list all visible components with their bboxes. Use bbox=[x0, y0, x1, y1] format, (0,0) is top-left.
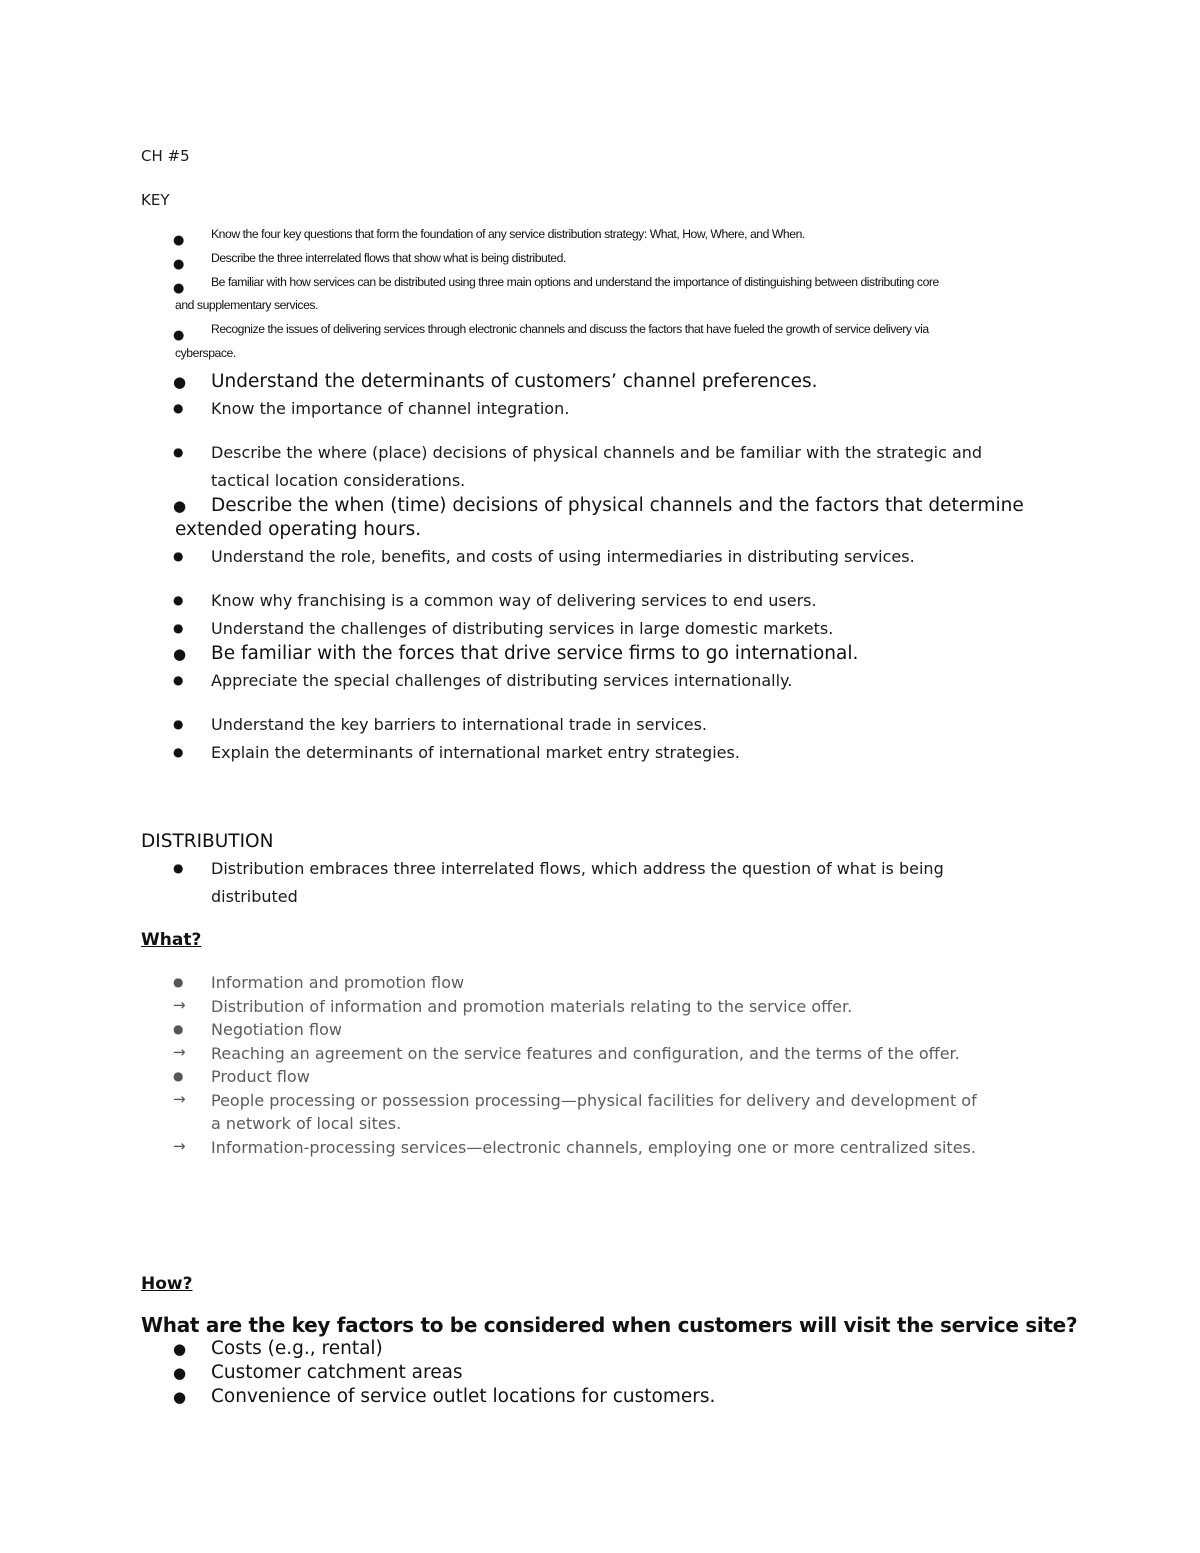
what-item-detail: People processing or possession processing—physical facilities for delivery and development of bbox=[211, 1091, 977, 1110]
what-item-detail: Distribution of information and promotion materials relating to the service offer. bbox=[211, 997, 853, 1016]
distribution-text-continued: distributed bbox=[211, 887, 298, 906]
bullet-icon: ● bbox=[173, 281, 185, 296]
what-item: Information and promotion flow bbox=[211, 973, 465, 992]
bullet-icon: ● bbox=[173, 445, 184, 459]
bullet-icon: ● bbox=[173, 257, 185, 272]
objective-item: Know the importance of channel integration. bbox=[211, 399, 570, 418]
objective-item: Understand the determinants of customers’ channel preferences. bbox=[211, 371, 818, 392]
distribution-heading: DISTRIBUTION bbox=[141, 831, 274, 852]
how-item: Convenience of service outlet locations for customers. bbox=[211, 1386, 716, 1407]
objective-item: Know the four key questions that form the foundation of any service distribution strategy: What, How, Where, and When. bbox=[211, 227, 805, 241]
key-label: KEY bbox=[141, 191, 170, 209]
objective-item: Appreciate the special challenges of distributing services internationally. bbox=[211, 671, 793, 690]
bullet-icon: ● bbox=[173, 497, 187, 515]
objective-item-continued: and supplementary services. bbox=[175, 298, 318, 312]
what-item-detail: Reaching an agreement on the service features and configuration, and the terms of the offer. bbox=[211, 1044, 960, 1063]
objective-item: Describe the where (place) decisions of physical channels and be familiar with the strategic and bbox=[211, 443, 983, 462]
objective-item: Know why franchising is a common way of delivering services to end users. bbox=[211, 591, 817, 610]
distribution-text: Distribution embraces three interrelated flows, which address the question of what is being bbox=[211, 859, 944, 878]
objective-item: Be familiar with the forces that drive service firms to go international. bbox=[211, 643, 859, 664]
objective-item: Describe the when (time) decisions of physical channels and the factors that determine bbox=[211, 495, 1024, 516]
bullet-icon: ● bbox=[173, 328, 185, 343]
how-question: What are the key factors to be considered when customers will visit the service site? bbox=[141, 1313, 1078, 1337]
objective-item: Understand the key barriers to international trade in services. bbox=[211, 715, 708, 734]
objective-item-continued: cyberspace. bbox=[175, 346, 236, 360]
bullet-icon: ● bbox=[173, 645, 187, 663]
what-item: Product flow bbox=[211, 1067, 310, 1086]
objective-item: Recognize the issues of delivering services through electronic channels and discuss the factors that have fueled the growth of service delivery via bbox=[211, 322, 929, 336]
bullet-icon: ● bbox=[173, 745, 184, 759]
arrow-right-icon: → bbox=[173, 1090, 186, 1108]
what-heading: What? bbox=[141, 930, 202, 950]
arrow-right-icon: → bbox=[173, 1137, 186, 1155]
objective-item-continued: extended operating hours. bbox=[175, 519, 422, 540]
chapter-title: CH #5 bbox=[141, 147, 190, 165]
bullet-icon: ● bbox=[173, 593, 184, 607]
bullet-icon: ● bbox=[173, 717, 184, 731]
objective-item: Be familiar with how services can be distributed using three main options and understand the importance of distinguishing between distributing core bbox=[211, 275, 939, 289]
how-item: Costs (e.g., rental) bbox=[211, 1338, 383, 1359]
bullet-icon: ● bbox=[173, 401, 184, 415]
bullet-icon: ● bbox=[173, 975, 184, 989]
what-item-detail-continued: a network of local sites. bbox=[211, 1114, 402, 1133]
objective-item: Describe the three interrelated flows that show what is being distributed. bbox=[211, 251, 566, 265]
bullet-icon: ● bbox=[173, 373, 187, 391]
objective-item: Understand the challenges of distributing services in large domestic markets. bbox=[211, 619, 834, 638]
bullet-icon: ● bbox=[173, 673, 184, 687]
bullet-icon: ● bbox=[173, 549, 184, 563]
bullet-icon: ● bbox=[173, 621, 184, 635]
how-heading: How? bbox=[141, 1274, 193, 1294]
bullet-icon: ● bbox=[173, 1022, 184, 1036]
bullet-icon: ● bbox=[173, 233, 185, 248]
objective-item: Understand the role, benefits, and costs of using intermediaries in distributing services. bbox=[211, 547, 915, 566]
how-item: Customer catchment areas bbox=[211, 1362, 463, 1383]
what-item: Negotiation flow bbox=[211, 1020, 342, 1039]
bullet-icon: ● bbox=[173, 1388, 187, 1406]
what-item-detail: Information-processing services—electronic channels, employing one or more centralized sites. bbox=[211, 1138, 976, 1157]
bullet-icon: ● bbox=[173, 861, 184, 875]
bullet-icon: ● bbox=[173, 1364, 187, 1382]
arrow-right-icon: → bbox=[173, 1043, 186, 1061]
objective-item-continued: tactical location considerations. bbox=[211, 471, 466, 490]
bullet-icon: ● bbox=[173, 1069, 184, 1083]
arrow-right-icon: → bbox=[173, 996, 186, 1014]
bullet-icon: ● bbox=[173, 1340, 187, 1358]
objective-item: Explain the determinants of international market entry strategies. bbox=[211, 743, 740, 762]
